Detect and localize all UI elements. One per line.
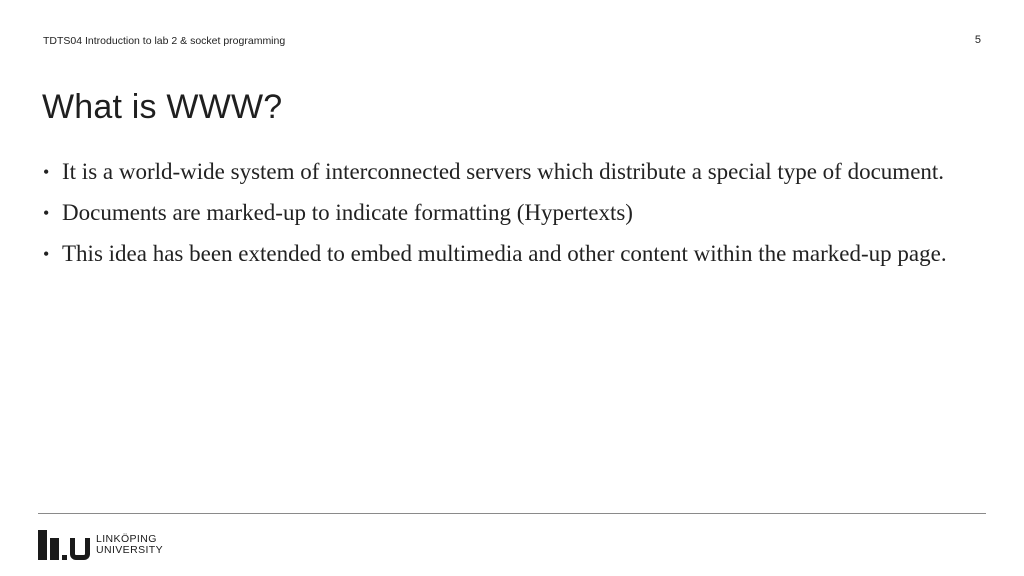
liu-logo-icon [38,530,90,560]
logo-line2: UNIVERSITY [96,544,164,556]
bullet-icon: • [43,162,50,182]
logo-text [96,534,163,556]
bullet-list [43,157,973,280]
bullet-icon: • [43,203,50,223]
bullet-icon: • [43,244,50,264]
logo-line1: LINKÖPING [96,533,157,545]
bullet-text: It is a world-wide system of interconnected servers which distribute a special type of document. [62,159,945,184]
page-number: 5 [974,34,981,46]
bullet-item [43,239,973,269]
slide-title: What is WWW? [42,88,283,126]
bullet-item [43,157,973,187]
bullet-text: This idea has been extended to embed multimedia and other content within the marked-up page. [62,241,947,266]
university-logo [38,529,163,561]
bullet-text: Documents are marked-up to indicate formatting (Hypertexts) [62,200,633,225]
course-header: TDTS04 Introduction to lab 2 & socket programming [43,35,286,47]
bullet-item [43,198,973,228]
footer-divider [38,513,986,514]
